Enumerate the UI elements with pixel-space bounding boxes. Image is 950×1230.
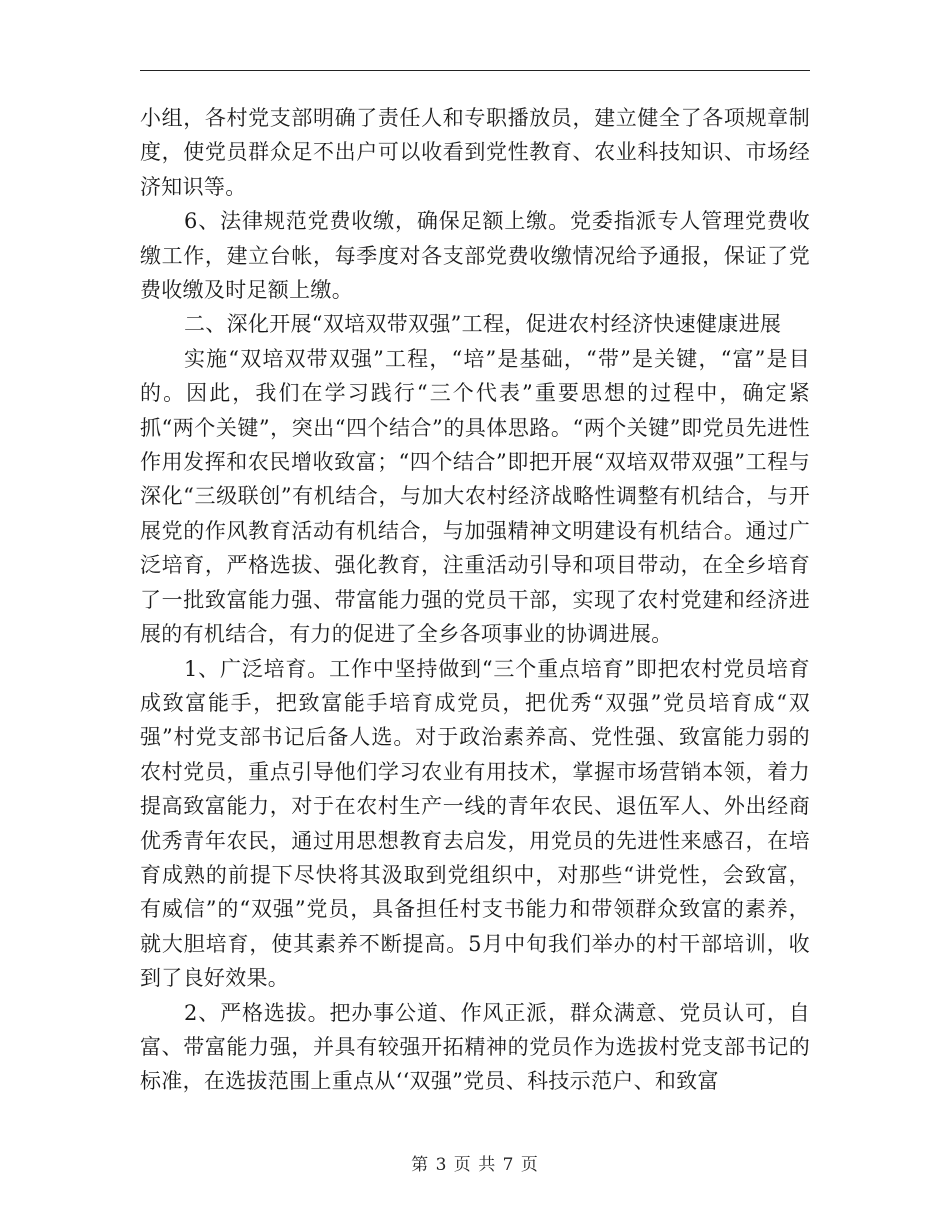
paragraph-5: 2、严格选拔。把办事公道、作风正派，群众满意、党员认可，自富、带富能力强，并具有较强开拓精神的党员作为选拔村党支部书记的标准，在选拔范围上重点从‘‘双强”党员、科技示范户、和致富 — [140, 1000, 810, 1094]
paragraph-1: 小组，各村党支部明确了责任人和专职播放员，建立健全了各项规章制度，使党员群众足不出户可以收看到党性教育、农业科技知识、市场经济知识等。 — [140, 106, 810, 199]
paragraph-2: 6、法律规范党费收缴，确保足额上缴。党委指派专人管理党费收缴工作，建立台帐，每季度对各支部党费收缴情况给予通报，保证了党费收缴及时足额上缴。 — [140, 209, 810, 303]
section-heading: 二、深化开展“双培双带双强”工程，促进农村经济快速健康进展 — [184, 312, 782, 337]
paragraph-3: 实施“双培双带双强”工程，“培”是基础，“带”是关键，“富”是目的。因此，我们在学习践行“三个代表”重要思想的过程中，确定紧抓“两个关键”，突出“四个结合”的具体思路。“两个关键”即党员先进性作用发挥和农民增收致富；“四个结合”即把开展“双培双带双强”工程与深化“三级联创”有机结合，与加大农村经济战略性调整有机结合，与开展党的作风教育活动有机结合，与加强精神文明建设有机结合。通过广泛培育，严格选拔、强化教育，注重活动引导和项目带动，在全乡培育了一批致富能力强、带富能力强的党员干部，实现了农村党建和经济进展的有机结合，有力的促进了全乡各项事业的协调进展。 — [140, 346, 810, 647]
paragraph-4: 1、广泛培育。工作中坚持做到“三个重点培育”即把农村党员培育成致富能手，把致富能手培育成党员，把优秀“双强”党员培育成“双强”村党支部书记后备人选。对于政治素养高、党性强、致富能力弱的农村党员，重点引导他们学习农业有用技术，掌握市场营销本领，着力提高致富能力，对于在农村生产一线的青年农民、退伍军人、外出经商优秀青年农民，通过用思想教育去启发，用党员的先进性来感召，在培育成熟的前提下尽快将其汲取到党组织中，对那些“讲党性，会致富，有威信”的“双强”党员，具备担任村支书能力和带领群众致富的素养，就大胆培育，使其素养不断提高。5月中旬我们举办的村干部培训，收到了良好效果。 — [140, 656, 810, 991]
document-body — [140, 101, 810, 1099]
page-number-footer: 第 3 页 共 7 页 — [411, 1155, 539, 1175]
header-rule — [140, 70, 810, 71]
